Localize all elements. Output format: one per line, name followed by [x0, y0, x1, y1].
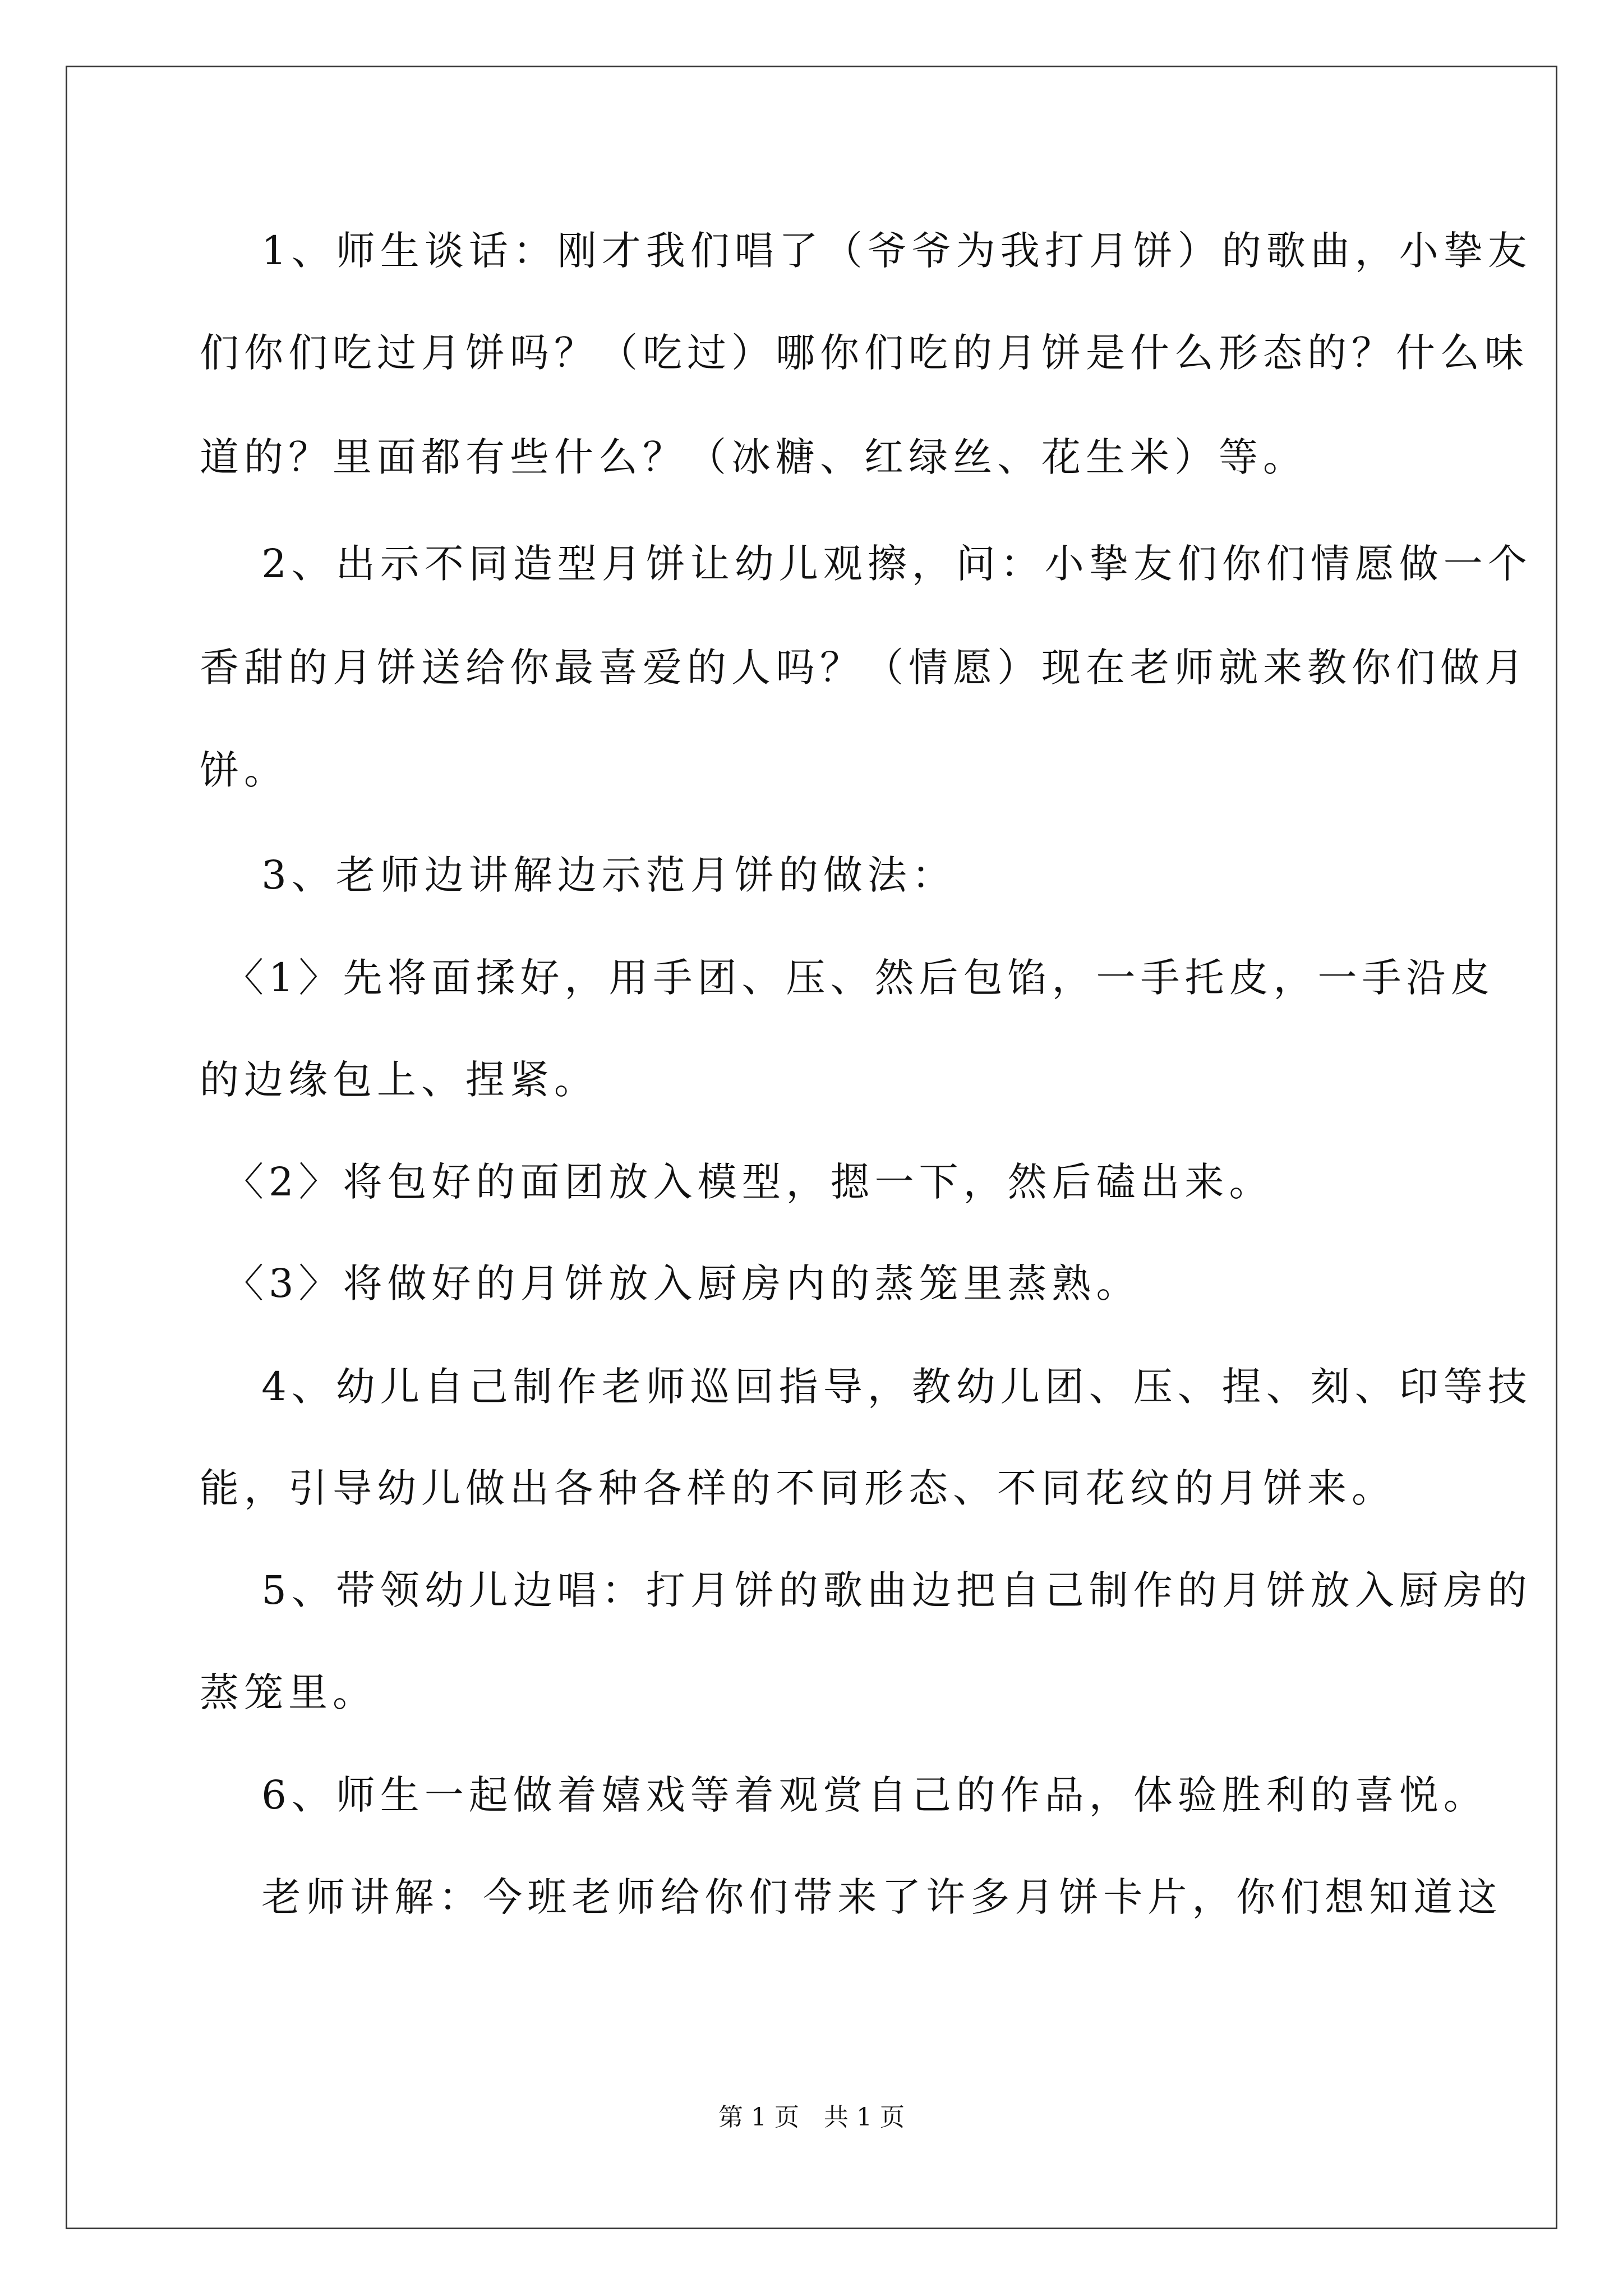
text-line: 2、出示不同造型月饼让幼儿观擦，问：小挚友们你们情愿做一个 [200, 541, 1532, 587]
text-line: 们你们吃过月饼吗？（吃过）哪你们吃的月饼是什么形态的？什么味 [200, 330, 1529, 376]
text-line: 6、师生一起做着嬉戏等着观赏自己的作品，体验胜利的喜悦。 [200, 1772, 1488, 1818]
text-line: 的边缘包上、捏紧。 [200, 1057, 598, 1103]
page-number-footer: 第 1 页 共 1 页 [718, 2103, 905, 2132]
text-line: 香甜的月饼送给你最喜爱的人吗？（情愿）现在老师就来教你们做月 [200, 645, 1529, 691]
text-line: 道的？里面都有些什么？（冰糖、红绿丝、花生米）等。 [200, 434, 1307, 480]
text-line: 1、师生谈话：刚才我们唱了（爷爷为我打月饼）的歌曲，小挚友 [200, 228, 1532, 274]
text-line: 4、幼儿自己制作老师巡回指导，教幼儿团、压、捏、刻、印等技 [200, 1364, 1532, 1410]
text-line: 〈3〉将做好的月饼放入厨房内的蒸笼里蒸熟。 [200, 1260, 1141, 1306]
text-line: 老师讲解：今班老师给你们带来了许多月饼卡片，你们想知道这 [200, 1874, 1502, 1920]
text-line: 能，引导幼儿做出各种各样的不同形态、不同花纹的月饼来。 [200, 1465, 1396, 1511]
text-line: 蒸笼里。 [200, 1669, 377, 1715]
text-line: 3、老师边讲解边示范月饼的做法： [200, 852, 956, 898]
text-line: 〈1〉先将面揉好，用手团、压、然后包馅，一手托皮，一手沿皮 [200, 955, 1495, 1001]
text-line: 〈2〉将包好的面团放入模型，摁一下，然后磕出来。 [200, 1159, 1274, 1205]
text-line: 5、带领幼儿边唱：打月饼的歌曲边把自己制作的月饼放入厨房的 [200, 1567, 1532, 1613]
text-line: 饼。 [200, 747, 288, 793]
